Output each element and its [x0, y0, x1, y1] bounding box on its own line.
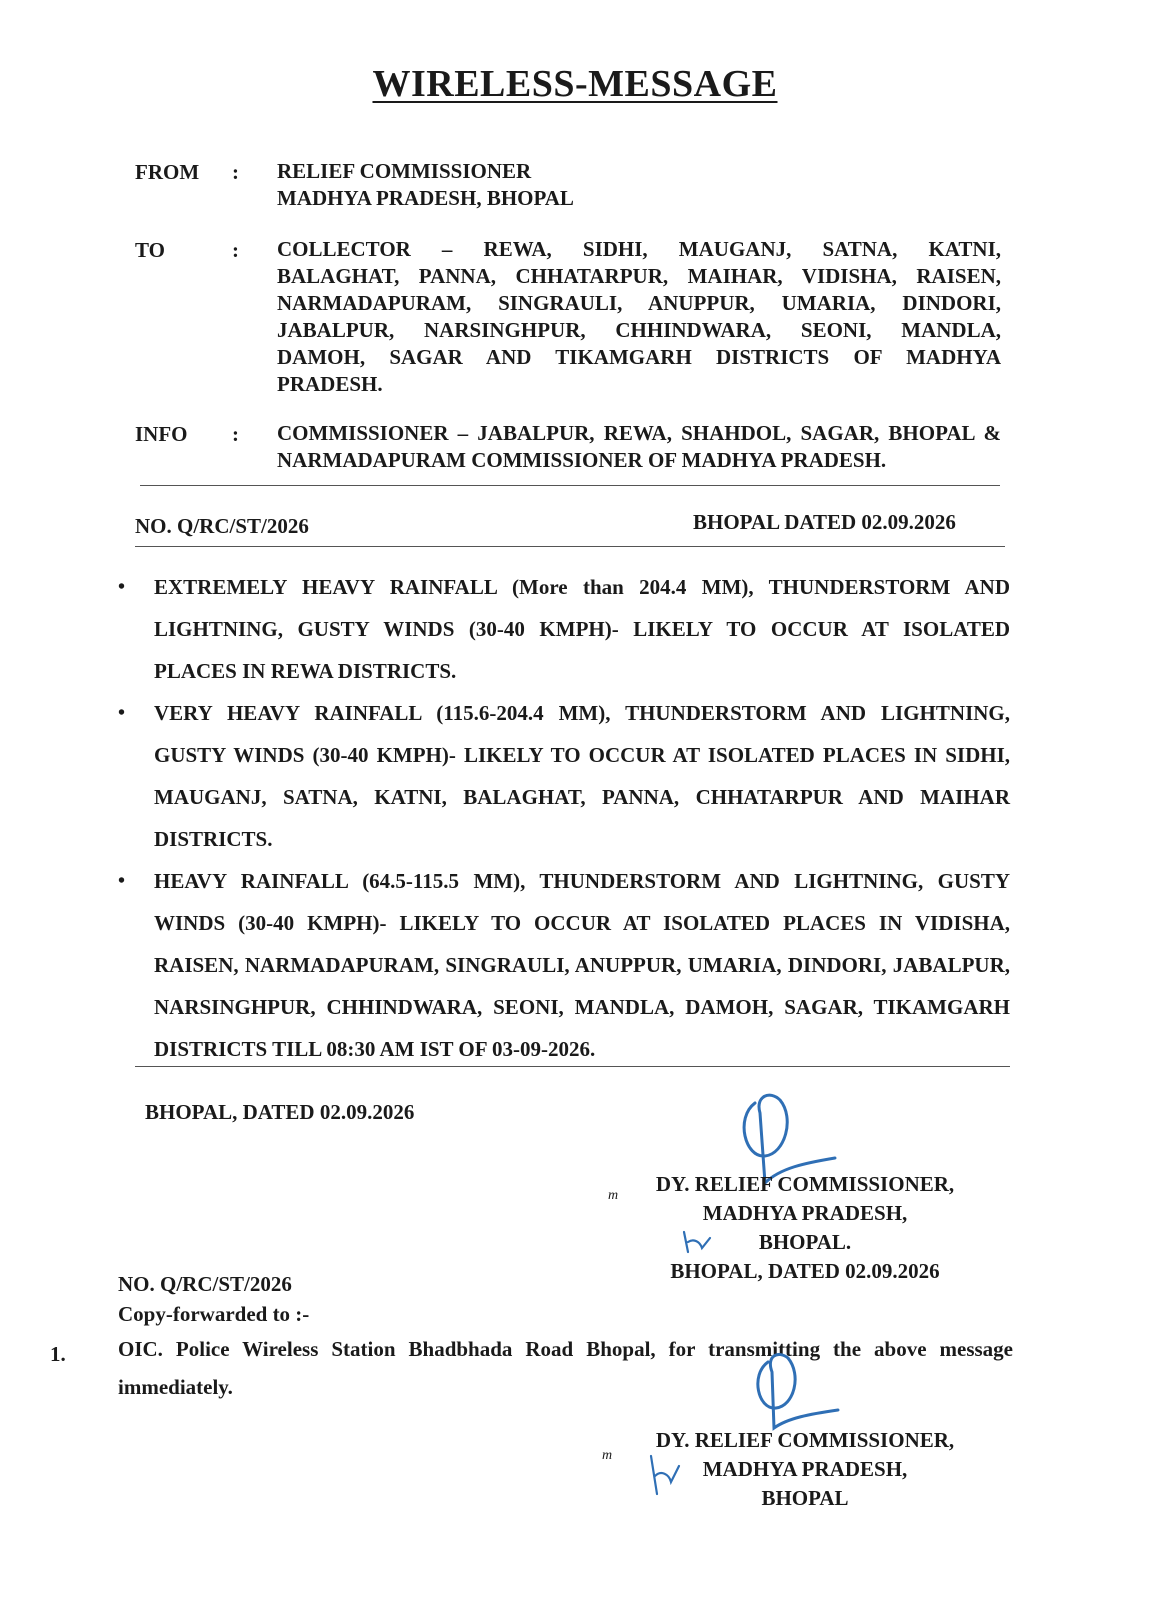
document-title [0, 62, 1150, 106]
from-label: FROM [135, 160, 200, 184]
place-date: BHOPAL, DATED 02.09.2026 [145, 1100, 415, 1124]
signatory-title: DY. RELIEF COMMISSIONER, [655, 1172, 955, 1196]
from-line-2: MADHYA PRADESH, BHOPAL [277, 186, 574, 210]
to-label: TO [135, 238, 165, 262]
forecast-item-text: VERY HEAVY RAINFALL (115.6-204.4 MM), THUNDERSTORM AND LIGHTNING, GUSTY WINDS (30-40 KMPH)- LIKELY TO OCCUR AT ISOLATED PLACES IN SIDHI, MAUGANJ, SATNA, KATNI, BALAGHAT, PANNA, CHHATARPUR AND MAIHAR DISTRICTS. [154, 701, 1010, 851]
signatory-title: DY. RELIEF COMMISSIONER, [655, 1428, 955, 1452]
forecast-item [118, 692, 1010, 860]
from-colon: : [232, 160, 239, 184]
reference-date: BHOPAL DATED 02.09.2026 [693, 510, 956, 534]
bullet-marker: • [118, 870, 126, 892]
signatory-city: BHOPAL [761, 1486, 849, 1510]
divider-line [135, 1066, 1010, 1067]
copy-item-number: 1. [50, 1342, 66, 1366]
info-recipients: COMMISSIONER – JABALPUR, REWA, SHAHDOL, SAGAR, BHOPAL & NARMADAPURAM COMMISSIONER OF MADHYA PRADESH. [277, 421, 1001, 472]
from-line-1: RELIEF COMMISSIONER [277, 159, 532, 183]
document-title-text: WIRELESS-MESSAGE [372, 63, 778, 105]
info-colon: : [232, 422, 239, 446]
forecast-item [118, 860, 1010, 1070]
forecast-list [118, 566, 1010, 1070]
info-label: INFO [135, 422, 188, 446]
initial-mark: m [602, 1448, 613, 1463]
forecast-item-text: EXTREMELY HEAVY RAINFALL (More than 204.4 MM), THUNDERSTORM AND LIGHTNING, GUSTY WINDS (30-40 KMPH)- LIKELY TO OCCUR AT ISOLATED PLACES IN REWA DISTRICTS. [154, 575, 1010, 683]
to-colon: : [232, 238, 239, 262]
copy-item-text: OIC. Police Wireless Station Bhadbhada Road Bhopal, for transmitting the above message immediately. [118, 1337, 1013, 1399]
bullet-marker: • [118, 576, 126, 598]
from-block [277, 158, 574, 212]
forecast-item-text: HEAVY RAINFALL (64.5-115.5 MM), THUNDERSTORM AND LIGHTNING, GUSTY WINDS (30-40 KMPH)- LIKELY TO OCCUR AT ISOLATED PLACES IN VIDISHA, RAISEN, NARMADAPURAM, SINGRAULI, ANUPPUR, UMARIA, DINDORI, JABALPUR, NARSINGHPUR, CHHINDWARA, SEONI, MANDLA, DAMOH, SAGAR, TIKAMGARH DISTRICTS TILL 08:30 AM IST OF 03-09-2026. [154, 869, 1010, 1061]
reference-number: NO. Q/RC/ST/2026 [135, 514, 309, 538]
signatory-state: MADHYA PRADESH, [702, 1201, 908, 1225]
copy-reference-number: NO. Q/RC/ST/2026 [118, 1272, 292, 1296]
signature-initial [645, 1450, 685, 1500]
to-recipients: COLLECTOR – REWA, SIDHI, MAUGANJ, SATNA, KATNI, BALAGHAT, PANNA, CHHATARPUR, MAIHAR, VIDISHA, RAISEN, NARMADAPURAM, SINGRAULI, ANUPPUR, UMARIA, DINDORI, JABALPUR, NARSINGHPUR, CHHINDWARA, SEONI, MANDLA, DAMOH, SAGAR AND TIKAMGARH DISTRICTS OF MADHYA PRADESH. [277, 237, 1001, 396]
divider-line [140, 485, 1000, 486]
bullet-marker: • [118, 702, 126, 724]
copy-forwarded-heading: Copy-forwarded to :- [118, 1302, 310, 1326]
signatory-state: MADHYA PRADESH, [702, 1457, 908, 1481]
signatory-date: BHOPAL, DATED 02.09.2026 [670, 1259, 940, 1283]
divider-line [135, 546, 1005, 547]
forecast-item [118, 566, 1010, 692]
signatory-city: BHOPAL. [758, 1230, 852, 1254]
initial-mark: m [608, 1188, 619, 1203]
signature-initial [680, 1228, 720, 1258]
